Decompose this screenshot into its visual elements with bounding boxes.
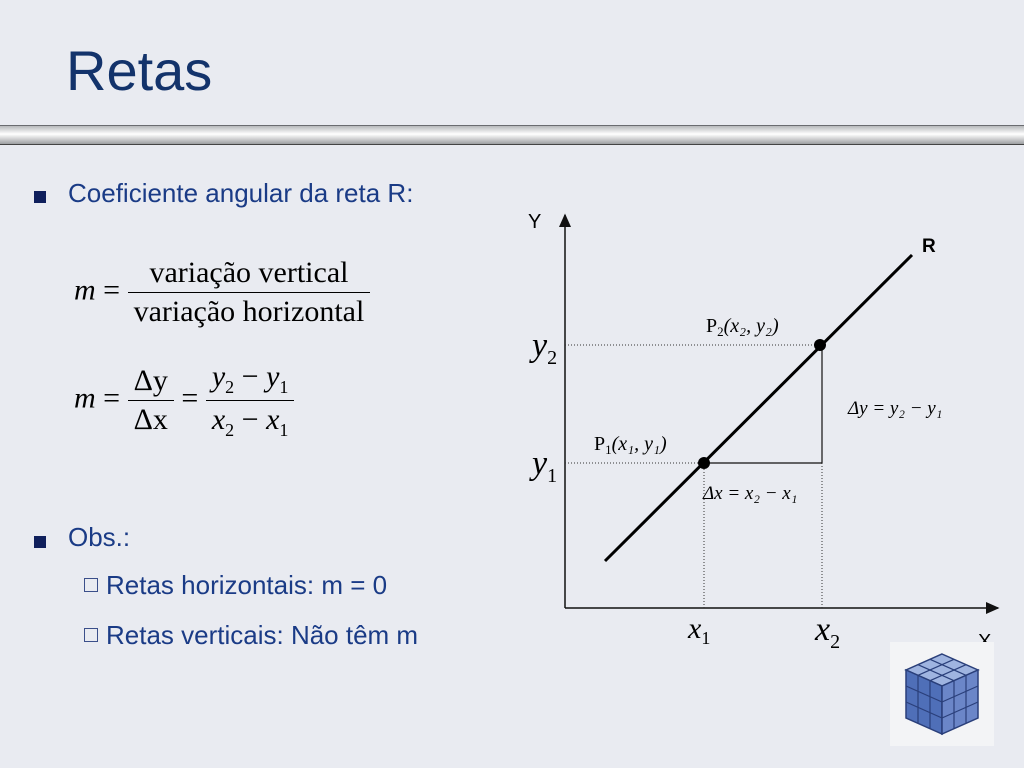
formula2-delta-x: Δx <box>128 400 174 437</box>
den-x1: x <box>266 403 280 436</box>
delta-y-label: Δy = y₂ − y₁ <box>848 398 943 419</box>
x1-tick-label: $x_1$ <box>688 612 711 648</box>
den-op: − <box>234 403 267 436</box>
point-p1 <box>698 457 710 469</box>
den-x2: x <box>211 403 226 436</box>
y-axis-label: Y <box>528 211 542 233</box>
sub-bullet-horizontal-text: Retas horizontais: m = 0 <box>106 570 388 600</box>
delta-x-label: Δx = x₂ − x₁ <box>703 483 798 504</box>
den-x2-sub: 2 <box>225 420 235 440</box>
num-y2-sub: 2 <box>225 377 235 397</box>
slide-title: Retas <box>66 39 213 102</box>
den-x1-sub: 1 <box>279 420 289 440</box>
formula2-eq: = <box>103 381 121 415</box>
formula2-lhs: m <box>74 381 96 415</box>
y2-tick-label: $y_2$ <box>532 327 558 369</box>
formula2-delta-y: Δy <box>133 364 168 397</box>
num-y1-sub: 1 <box>279 377 289 397</box>
formula2-eq2: = <box>181 381 199 415</box>
cube-logo-icon <box>890 642 994 746</box>
y1-tick-label: $y_1$ <box>532 445 558 487</box>
num-op: − <box>234 360 267 393</box>
point-p2 <box>814 339 826 351</box>
sub-bullet-vertical-text: Retas verticais: Não têm m <box>106 620 419 650</box>
formula1-denominator: variação horizontal <box>128 292 371 329</box>
formula1-numerator: variação vertical <box>149 256 349 289</box>
formula1-lhs: m <box>74 273 96 307</box>
bullet-coeficiente: Coeficiente angular da reta R: <box>68 178 414 208</box>
bullet-obs: Obs.: <box>68 522 131 552</box>
formula1-eq: = <box>103 273 121 307</box>
num-y1: y <box>266 360 280 393</box>
p2-label: $P_2(x_2$, y₂) <box>706 315 779 339</box>
x2-tick-label: $x_2$ <box>815 611 841 653</box>
num-y2: y <box>211 360 226 393</box>
p1-label: $P_1(x_1$, y₁) <box>594 433 667 457</box>
line-r-label: R <box>922 236 936 257</box>
